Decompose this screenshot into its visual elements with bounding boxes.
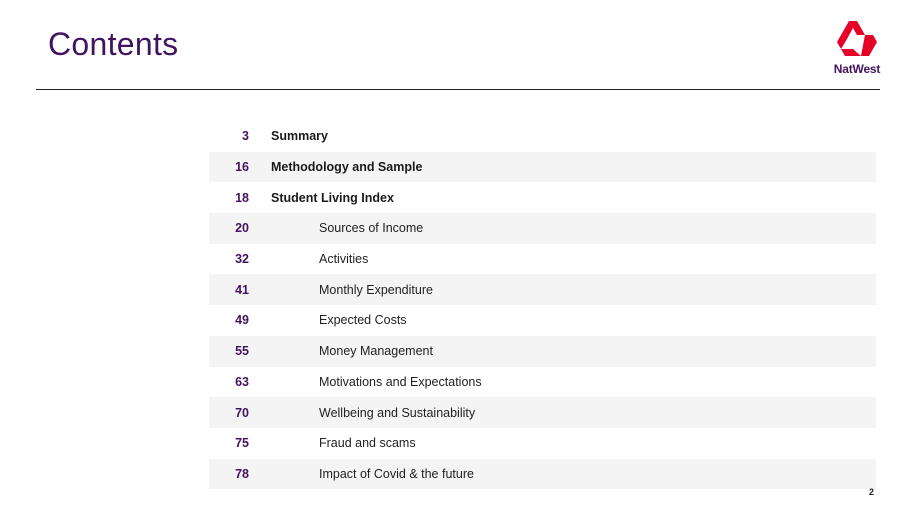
toc-page-number: 41 xyxy=(235,282,249,297)
toc-row[interactable] xyxy=(209,459,876,490)
page-title: Contents xyxy=(48,26,179,62)
toc-page-number: 20 xyxy=(235,221,249,236)
toc-label: Motivations and Expectations xyxy=(319,374,482,389)
toc-page-number: 16 xyxy=(235,160,249,175)
toc-row[interactable] xyxy=(209,182,876,213)
toc-row[interactable] xyxy=(209,244,876,275)
toc-label: Activities xyxy=(319,252,369,267)
toc-page-number: 3 xyxy=(242,129,249,144)
toc-label: Expected Costs xyxy=(319,313,407,328)
toc-page-number: 32 xyxy=(235,252,249,267)
toc-row[interactable] xyxy=(209,397,876,428)
toc-row[interactable] xyxy=(209,428,876,459)
toc-label: Wellbeing and Sustainability xyxy=(319,405,476,420)
toc-row[interactable] xyxy=(209,274,876,305)
toc-label: Fraud and scams xyxy=(319,436,416,451)
toc-page-number: 49 xyxy=(235,313,249,328)
natwest-chevrons-icon xyxy=(836,20,878,58)
natwest-logo xyxy=(828,20,886,78)
toc-row[interactable] xyxy=(209,152,876,183)
toc-label: Money Management xyxy=(319,344,433,359)
contents-list xyxy=(209,121,876,489)
toc-page-number: 63 xyxy=(235,374,249,389)
toc-label: Summary xyxy=(271,129,328,144)
brand-wordmark: NatWest xyxy=(833,62,881,76)
toc-page-number: 70 xyxy=(235,405,249,420)
header-divider xyxy=(36,89,880,90)
toc-label: Monthly Expenditure xyxy=(319,282,433,297)
toc-row[interactable] xyxy=(209,305,876,336)
toc-label: Methodology and Sample xyxy=(271,160,423,175)
toc-page-number: 78 xyxy=(235,466,249,481)
slide-page-number: 2 xyxy=(869,487,875,497)
toc-page-number: 75 xyxy=(235,436,249,451)
toc-label: Sources of Income xyxy=(319,221,424,236)
toc-row[interactable] xyxy=(209,213,876,244)
toc-row[interactable] xyxy=(209,367,876,398)
toc-label: Impact of Covid & the future xyxy=(319,466,474,481)
toc-label: Student Living Index xyxy=(271,190,394,205)
toc-page-number: 18 xyxy=(235,190,249,205)
toc-row[interactable] xyxy=(209,121,876,152)
toc-page-number: 55 xyxy=(235,344,249,359)
toc-row[interactable] xyxy=(209,336,876,367)
